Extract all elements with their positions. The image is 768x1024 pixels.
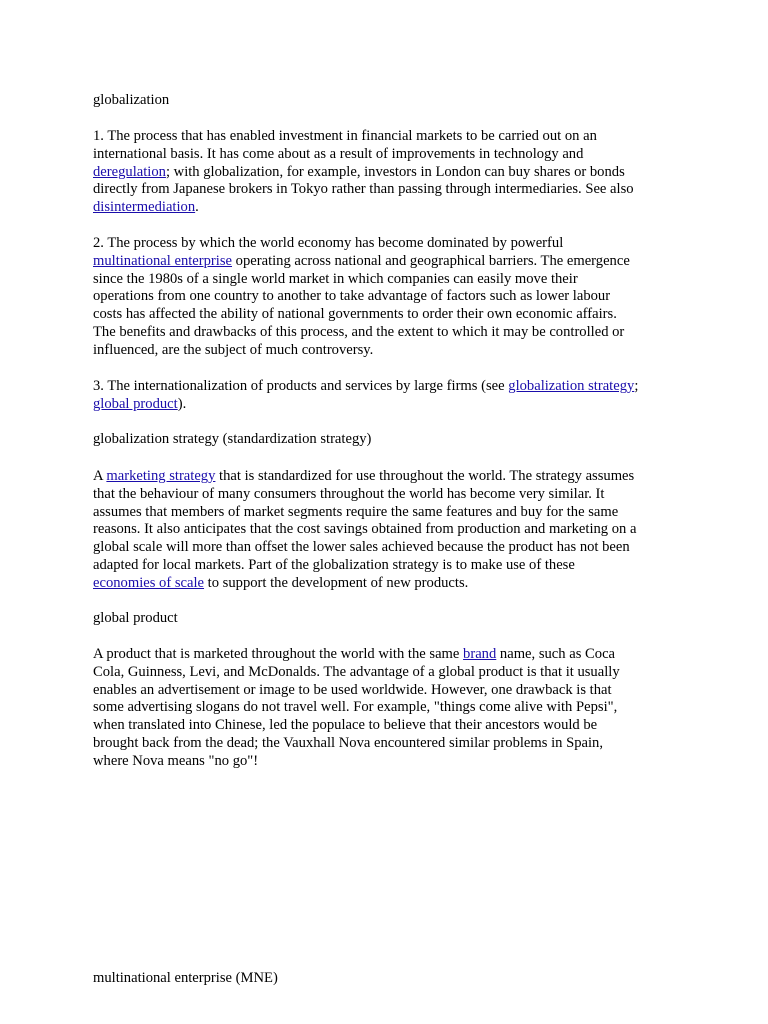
link-economies-of-scale[interactable]: economies of scale xyxy=(93,574,205,591)
heading-global-product: global product xyxy=(93,610,178,626)
link-disintermediation[interactable]: disintermediation xyxy=(93,199,196,216)
global-product-definition: A product that is marketed throughout the world with the same brand name, such as Coca Cola, Guinness, Levi, and McDonalds. The advantage of a global product is that it usually enables an advertisement or image to be used worldwide. However, one drawback is that some advertising slogans do not travel well. For example, "things come alive with Pepsi", when translated into Chinese, led the populace to believe that their ancestors would be brought back from the dead; the Vauxhall Nova encountered similar problems in Spain, where Nova means "no go"! xyxy=(93,646,620,769)
link-deregulation[interactable]: deregulation xyxy=(93,163,166,180)
link-globalization-strategy[interactable]: globalization strategy xyxy=(508,378,635,394)
heading-multinational-enterprise: multinational enterprise (MNE) xyxy=(93,970,278,986)
heading-globalization-strategy: globalization strategy (standardization strategy) xyxy=(93,431,372,447)
link-marketing-strategy[interactable]: marketing strategy xyxy=(106,468,216,484)
heading-globalization: globalization xyxy=(93,92,170,108)
globalization-strategy-definition: A marketing strategy that is standardized for use throughout the world. The strategy assumes that the behaviour of many consumers throughout the world has become very similar. It assumes that members of market segments require the same features and buy for the same reasons. It also anticipates that the cost savings obtained from production and marketing on a global scale will more than offset the lower sales achieved because the product has not been adapted for local markets. Part of the globalization strategy is to make use of these economies of scale to support the development of new products. xyxy=(93,468,637,591)
link-multinational-enterprise[interactable]: multinational enterprise xyxy=(93,252,233,269)
link-global-product[interactable]: global product xyxy=(93,395,178,412)
definition-1: 1. The process that has enabled investment in financial markets to be carried out on an international basis. It has come about as a result of improvements in technology and deregulation; with globalization, for example, investors in London can buy shares or bonds directly from Japanese brokers in Tokyo rather than passing through intermediaries. See also disintermediation. xyxy=(93,128,634,216)
definition-2: 2. The process by which the world economy has become dominated by powerful multinational enterprise operating across national and geographical barriers. The emergence since the 1980s of a single world market in which companies can easily move their operations from one country to another to take advantage of factors such as lower labour costs has affected the ability of national governments to order their own economic affairs. The benefits and drawbacks of this process, and the extent to which it may be controlled or influenced, are the subject of much controversy. xyxy=(93,235,630,358)
definition-3: 3. The internationalization of products and services by large firms (see globalization strategy; global product). xyxy=(93,378,639,412)
link-brand[interactable]: brand xyxy=(463,646,497,662)
